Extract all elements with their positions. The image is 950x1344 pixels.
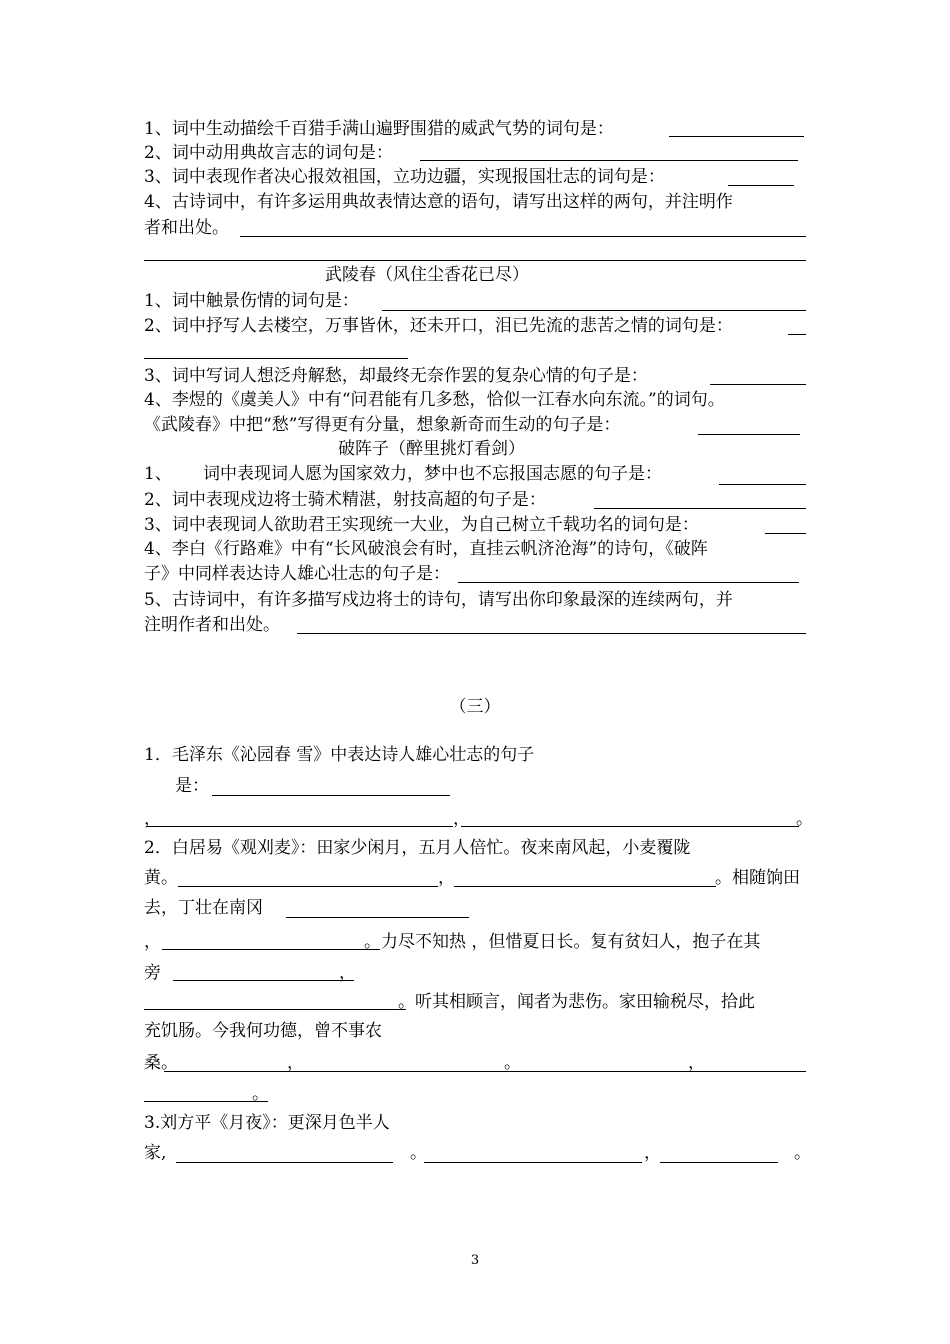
punctuation: ， — [339, 963, 356, 983]
answer-blank[interactable] — [765, 533, 806, 534]
punctuation: ， — [438, 868, 455, 888]
question-text: 1、词中生动描绘千百猎手满山遍野围猎的威武气势的词句是： — [144, 119, 614, 139]
question-text: 4、李煜的《虞美人》中有“问君能有几多愁，恰似一江春水向东流。”的词句。 — [144, 390, 725, 410]
question-text: 3.刘方平《月夜》：更深月色半人 — [144, 1113, 390, 1133]
page-number: 3 — [470, 1253, 480, 1268]
answer-blank[interactable] — [424, 1162, 642, 1163]
question-text: 4、李白《行路难》中有“长风破浪会有时，直挂云帆济沧海”的诗句，《破阵 — [144, 539, 708, 559]
answer-blank[interactable] — [420, 160, 798, 161]
answer-blank[interactable] — [461, 826, 799, 827]
answer-blank[interactable] — [728, 185, 794, 186]
question-text: 旁 — [144, 963, 161, 983]
answer-blank[interactable] — [164, 1071, 806, 1072]
answer-blank[interactable] — [146, 826, 453, 827]
punctuation: ， — [287, 1053, 304, 1073]
answer-blank[interactable] — [297, 633, 806, 634]
question-text: 1．毛泽东《沁园春 雪》中表达诗人雄心壮志的句子 — [144, 745, 535, 765]
poem-title: 武陵春（风住尘香花已尽） — [325, 265, 529, 285]
answer-blank[interactable] — [176, 1162, 393, 1163]
question-text: 黄。 — [144, 868, 178, 888]
answer-blank[interactable] — [178, 886, 438, 887]
answer-blank[interactable] — [710, 384, 806, 385]
answer-blank[interactable] — [788, 334, 806, 335]
answer-blank[interactable] — [698, 434, 800, 435]
answer-blank[interactable] — [382, 310, 806, 311]
answer-blank[interactable] — [144, 358, 408, 359]
question-text: 3、词中写词人想泛舟解愁，却最终无奈作罢的复杂心情的句子是： — [144, 366, 648, 386]
question-text: 2、词中抒写人去楼空，万事皆休，还未开口，泪已先流的悲苦之情的词句是： — [144, 316, 733, 336]
question-text: 1、词中触景伤情的词句是： — [144, 291, 359, 311]
question-text: 充饥肠。今我何功德，曾不事农 — [144, 1021, 382, 1041]
answer-blank[interactable] — [454, 886, 716, 887]
answer-blank[interactable] — [594, 508, 806, 509]
question-text: 。力尽不知热 ，但惜夏日长。复有贫妇人，抱子在其 — [364, 932, 761, 952]
answer-blank[interactable] — [286, 917, 469, 918]
answer-blank[interactable] — [458, 582, 799, 583]
answer-blank[interactable] — [212, 795, 450, 796]
answer-blank[interactable] — [660, 1162, 778, 1163]
answer-blank[interactable] — [144, 260, 806, 261]
answer-blank[interactable] — [240, 236, 806, 237]
section-heading: （三） — [449, 697, 501, 717]
question-text: 。相随饷田 — [715, 868, 800, 888]
question-text: 《武陵春》中把“愁”写得更有分量，想象新奇而生动的句子是： — [144, 415, 621, 435]
question-number: 1、 — [144, 464, 172, 484]
question-text: 2、词中表现戍边将士骑术精湛，射技高超的句子是： — [144, 490, 546, 510]
answer-blank[interactable] — [719, 484, 806, 485]
question-text: 3、词中表现作者决心报效祖国，立功边疆，实现报国壮志的词句是： — [144, 167, 665, 187]
question-text: 家, — [144, 1143, 167, 1163]
question-text: 子》中同样表达诗人雄心壮志的句子是： — [144, 564, 450, 584]
question-text: 4、古诗词中，有许多运用典故表情达意的语句，请写出这样的两句，并注明作 — [144, 192, 733, 212]
punctuation: 。 — [796, 809, 813, 829]
punctuation: 。 — [410, 1143, 427, 1163]
answer-blank[interactable] — [144, 1101, 268, 1102]
question-text: 5、古诗词中，有许多描写戍边将士的诗句，请写出你印象最深的连续两句，并 — [144, 590, 733, 610]
punctuation: ， — [688, 1053, 705, 1073]
question-text: 者和出处。 — [144, 218, 229, 238]
question-text: 是： — [175, 776, 209, 796]
punctuation: ， — [144, 932, 161, 952]
answer-blank[interactable] — [144, 1009, 406, 1010]
answer-blank[interactable] — [173, 980, 354, 981]
question-text: 2．白居易《观刈麦》：田家少闲月，五月人倍忙。夜来南风起，小麦覆陇 — [144, 838, 691, 858]
punctuation: 。 — [252, 1084, 269, 1104]
question-text: 注明作者和出处。 — [144, 615, 280, 635]
question-text: 去，丁壮在南冈 — [144, 898, 263, 918]
question-text: 3、词中表现词人欲助君王实现统一大业，为自己树立千载功名的词句是： — [144, 515, 699, 535]
question-text: 词中表现词人愿为国家效力，梦中也不忘报国志愿的句子是： — [203, 464, 662, 484]
punctuation: 。 — [504, 1053, 521, 1073]
punctuation: 。 — [794, 1143, 811, 1163]
punctuation: ， — [644, 1143, 661, 1163]
poem-title: 破阵子（醉里挑灯看剑） — [338, 439, 525, 459]
question-text: 桑。 — [144, 1053, 178, 1073]
answer-blank[interactable] — [669, 136, 804, 137]
question-text: 2、词中动用典故言志的词句是： — [144, 143, 393, 163]
question-text: 。听其相顾言，闻者为悲伤。家田输税尽，拾此 — [398, 992, 755, 1012]
punctuation: ， — [144, 809, 161, 829]
punctuation: ， — [453, 809, 470, 829]
answer-blank[interactable] — [162, 949, 380, 950]
